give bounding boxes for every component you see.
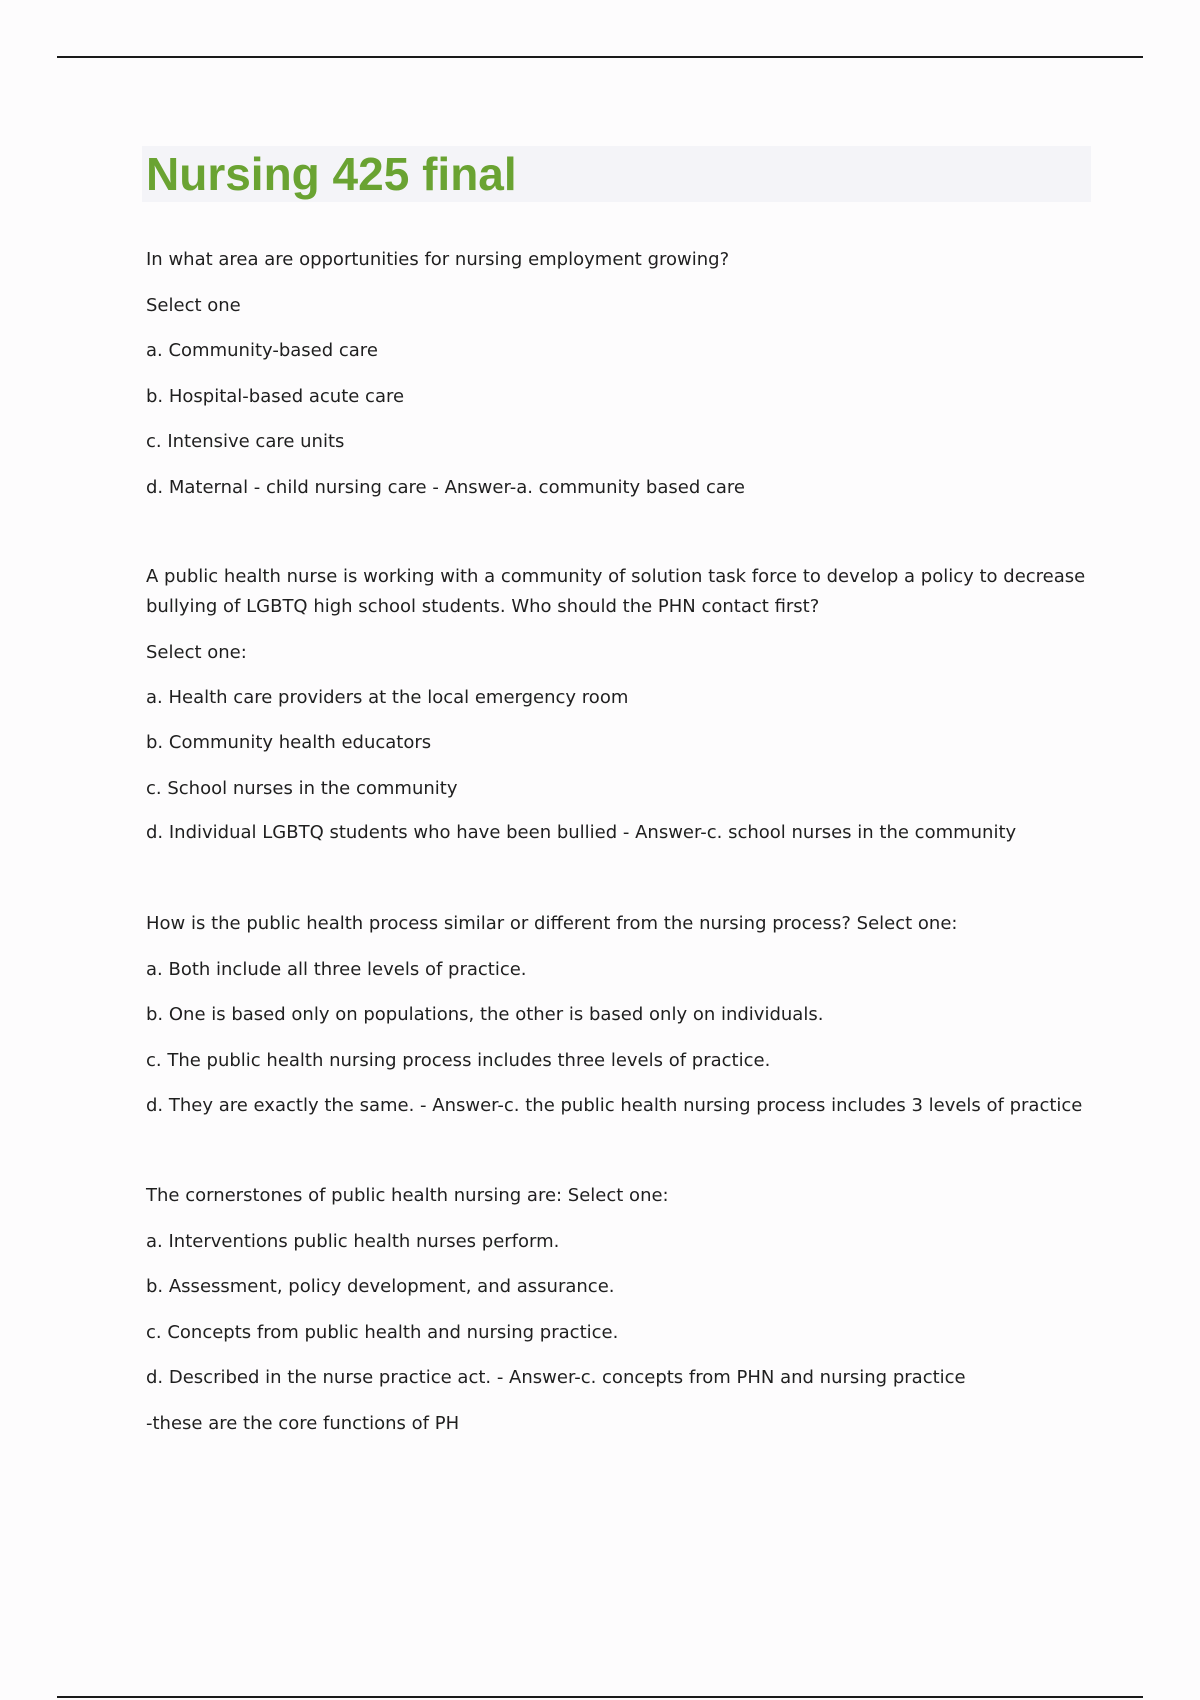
question-3-option-c: c. The public health nursing process includes three levels of practice. <box>146 1050 771 1071</box>
question-1-option-a: a. Community-based care <box>146 340 378 361</box>
question-1-prompt: Select one <box>146 295 241 316</box>
question-1-option-d: d. Maternal - child nursing care - Answer-a. community based care <box>146 477 745 498</box>
top-rule <box>57 56 1143 58</box>
question-4-option-c: c. Concepts from public health and nursing practice. <box>146 1322 619 1343</box>
question-4-option-b: b. Assessment, policy development, and assurance. <box>146 1276 615 1297</box>
question-3-stem: How is the public health process similar or different from the nursing process? Select one: <box>146 913 958 934</box>
question-2-option-c: c. School nurses in the community <box>146 778 458 799</box>
question-2-option-b: b. Community health educators <box>146 732 432 753</box>
question-1-option-c: c. Intensive care units <box>146 431 345 452</box>
question-4-option-a: a. Interventions public health nurses perform. <box>146 1231 560 1252</box>
question-2-option-a: a. Health care providers at the local emergency room <box>146 687 629 708</box>
question-1-stem: In what area are opportunities for nursing employment growing? <box>146 249 730 270</box>
question-3-option-a: a. Both include all three levels of practice. <box>146 959 527 980</box>
question-2-prompt: Select one: <box>146 642 247 663</box>
question-3-option-b: b. One is based only on populations, the other is based only on individuals. <box>146 1004 824 1025</box>
bottom-rule <box>57 1696 1143 1698</box>
question-4-option-d: d. Described in the nurse practice act. - Answer-c. concepts from PHN and nursing practice <box>146 1367 966 1388</box>
document-title: Nursing 425 final <box>146 148 517 200</box>
question-4-note: -these are the core functions of PH <box>146 1413 460 1434</box>
question-3-option-d: d. They are exactly the same. - Answer-c. the public health nursing process includes 3 levels of practice <box>146 1095 1083 1116</box>
question-2-stem: A public health nurse is working with a community of solution task force to develop a policy to decrease bullying of LGBTQ high school students. Who should the PHN contact first? <box>146 566 1086 617</box>
question-1-option-b: b. Hospital-based acute care <box>146 386 405 407</box>
question-2-option-d: d. Individual LGBTQ students who have been bullied - Answer-c. school nurses in the community <box>146 822 1017 843</box>
question-4-stem: The cornerstones of public health nursing are: Select one: <box>146 1185 669 1206</box>
